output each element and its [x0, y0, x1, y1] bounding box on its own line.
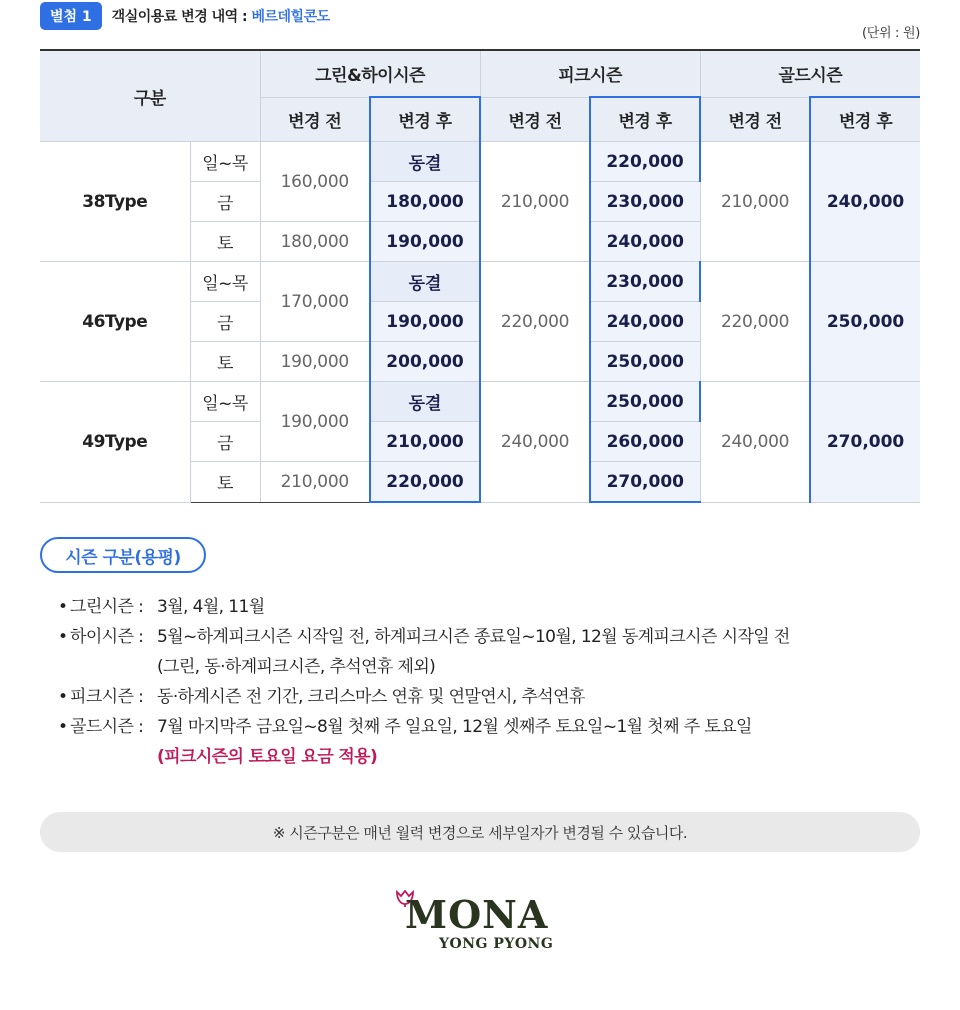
season-label: 하이시즌 : [70, 627, 144, 647]
before-header: 변경 전 [480, 97, 590, 142]
bullet-icon: • [58, 627, 68, 647]
day-label: 일~목 [190, 142, 260, 182]
page-title [112, 6, 330, 26]
peak-before-price: 210,000 [480, 142, 590, 262]
green-after-price: 210,000 [370, 422, 480, 462]
peak-after-price: 240,000 [590, 222, 700, 262]
list-item [58, 622, 790, 682]
day-label: 금 [190, 302, 260, 342]
green-before-price: 190,000 [260, 342, 370, 382]
season-label: 피크시즌 : [70, 687, 144, 707]
season-label: 그린시즌 : [70, 597, 144, 617]
logo-name: MONA [405, 892, 549, 937]
logo-subtitle: YONG PYONG [439, 936, 554, 952]
season-desc: 3월, 4월, 11월 [157, 597, 265, 617]
day-label: 일~목 [190, 382, 260, 422]
season-header-peak: 피크시즌 [480, 50, 700, 97]
day-label: 금 [190, 422, 260, 462]
gold-after-price: 270,000 [810, 382, 920, 503]
peak-before-price: 240,000 [480, 382, 590, 503]
after-header: 변경 후 [810, 97, 920, 142]
peak-after-price: 260,000 [590, 422, 700, 462]
room-type: 46Type [40, 262, 190, 382]
peak-after-price: 230,000 [590, 262, 700, 302]
peak-after-price: 270,000 [590, 462, 700, 503]
season-desc: 5월~하계피크시즌 시작일 전, 하계피크시즌 종료일~10월, 12월 동계피크시즌 시작일 전 (그린, 동·하계피크시즌, 추석연휴 제외) [157, 627, 790, 677]
green-after-price: 동결 [370, 262, 480, 302]
gold-after-price: 250,000 [810, 262, 920, 382]
day-label: 토 [190, 342, 260, 382]
title-brand: 베르데힐콘도 [251, 9, 330, 25]
list-item [58, 682, 790, 712]
green-after-price: 190,000 [370, 222, 480, 262]
notice-banner: ※ 시즌구분은 매년 월력 변경으로 세부일자가 변경될 수 있습니다. [40, 812, 920, 852]
gold-before-price: 240,000 [700, 382, 810, 503]
bullet-icon: • [58, 717, 68, 737]
list-item [58, 592, 790, 622]
green-after-price: 동결 [370, 382, 480, 422]
season-desc: 동·하계시즌 전 기간, 크리스마스 연휴 및 연말연시, 추석연휴 [157, 687, 585, 707]
day-label: 토 [190, 222, 260, 262]
day-label: 토 [190, 462, 260, 503]
before-header: 변경 전 [260, 97, 370, 142]
unit-label: (단위 : 원) [861, 26, 920, 41]
season-desc: 7월 마지막주 금요일~8월 첫째 주 일요일, 12월 셋째주 토요일~1월 첫째 주 토요일 (피크시즌의 토요일 요금 적용) [157, 717, 752, 767]
list-item [58, 712, 790, 772]
after-header: 변경 후 [590, 97, 700, 142]
bullet-icon: • [58, 597, 68, 617]
season-header-green: 그린&하이시즌 [260, 50, 480, 97]
green-before-price: 190,000 [260, 382, 370, 462]
brand-logo [395, 888, 567, 958]
green-after-price: 220,000 [370, 462, 480, 503]
table-row [40, 382, 920, 422]
green-after-price: 동결 [370, 142, 480, 182]
season-label: 골드시즌 : [70, 717, 144, 737]
gold-before-price: 220,000 [700, 262, 810, 382]
bullet-icon: • [58, 687, 68, 707]
room-type: 38Type [40, 142, 190, 262]
gold-before-price: 210,000 [700, 142, 810, 262]
green-after-price: 190,000 [370, 302, 480, 342]
rate-table [40, 49, 920, 503]
season-list [58, 592, 790, 772]
green-before-price: 160,000 [260, 142, 370, 222]
peak-after-price: 250,000 [590, 382, 700, 422]
room-type: 49Type [40, 382, 190, 503]
green-after-price: 200,000 [370, 342, 480, 382]
table-row [40, 142, 920, 182]
season-section-title: 시즌 구분(용평) [40, 537, 206, 573]
green-before-price: 170,000 [260, 262, 370, 342]
day-label: 금 [190, 182, 260, 222]
season-desc-sub: (그린, 동·하계피크시즌, 추석연휴 제외) [157, 657, 436, 677]
green-after-price: 180,000 [370, 182, 480, 222]
peak-before-price: 220,000 [480, 262, 590, 382]
season-header-gold: 골드시즌 [700, 50, 920, 97]
peak-after-price: 220,000 [590, 142, 700, 182]
peak-after-price: 250,000 [590, 342, 700, 382]
page-header [40, 2, 330, 30]
table-row [40, 262, 920, 302]
attachment-badge: 별첨 1 [40, 2, 102, 30]
peak-after-price: 230,000 [590, 182, 700, 222]
peak-after-price: 240,000 [590, 302, 700, 342]
day-label: 일~목 [190, 262, 260, 302]
season-note: (피크시즌의 토요일 요금 적용) [157, 747, 378, 767]
category-header: 구분 [40, 50, 260, 142]
gold-after-price: 240,000 [810, 142, 920, 262]
green-before-price: 210,000 [260, 462, 370, 503]
before-header: 변경 전 [700, 97, 810, 142]
green-before-price: 180,000 [260, 222, 370, 262]
title-prefix: 객실이용료 변경 내역 : [111, 9, 252, 25]
after-header: 변경 후 [370, 97, 480, 142]
